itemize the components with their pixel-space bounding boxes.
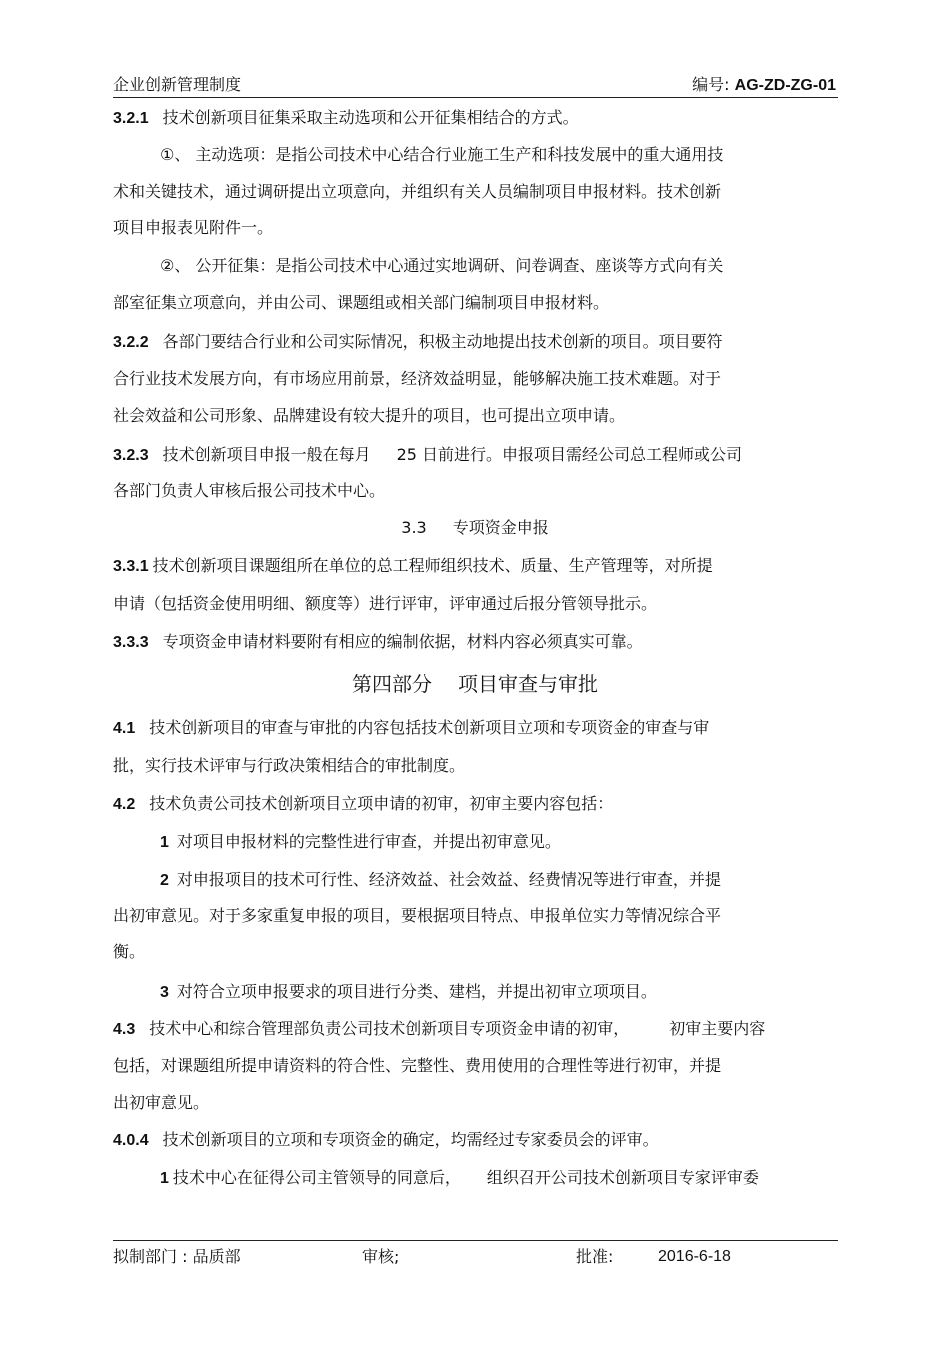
header-rule <box>113 97 838 98</box>
paragraph-line: 衡。 <box>113 942 146 961</box>
footer-approved: 批准: <box>576 1247 614 1266</box>
section-3-3-heading: 3.3 专项资金申报 <box>401 518 549 537</box>
clause-3-2-2: 3.2.2 各部门要结合行业和公司实际情况，积极主动地提出技术创新的项目。项目要符 <box>113 332 723 351</box>
paragraph-line: 社会效益和公司形象、品牌建设有较大提升的项目，也可提出立项申请。 <box>113 406 626 425</box>
clause-4-0-4: 4.0.4 技术创新项目的立项和专项资金的确定，均需经过专家委员会的评审。 <box>113 1130 659 1149</box>
clause-4-2: 4.2 技术负责公司技术创新项目立项申请的初审，初审主要内容包括： <box>113 794 614 813</box>
paragraph-line: 出初审意见。 <box>113 1093 210 1112</box>
page-header <box>113 70 838 96</box>
list-item: 2 对申报项目的技术可行性、经济效益、社会效益、经费情况等进行审查，并提 <box>160 870 721 889</box>
paragraph-line: 各部门负责人审核后报公司技术中心。 <box>113 481 386 500</box>
list-item: 1 技术中心在征得公司主管领导的同意后， 组织召开公司技术创新项目专家评审委 <box>160 1168 759 1187</box>
document-code-value: AG-ZD-ZG-01 <box>734 77 836 94</box>
paragraph-line: 术和关键技术，通过调研提出立项意向，并组织有关人员编制项目申报材料。技术创新 <box>113 182 722 201</box>
footer-rule <box>113 1240 838 1241</box>
part-4-heading: 第四部分 项目审查与审批 <box>352 672 598 696</box>
paragraph-line: 项目申报表见附件一。 <box>113 218 274 237</box>
list-item: 1 对项目申报材料的完整性进行审查，并提出初审意见。 <box>160 832 561 851</box>
footer-drafted-by: 拟制部门 : 品质部 <box>113 1247 241 1266</box>
footer-date: 2016-6-18 <box>658 1248 731 1265</box>
clause-3-3-3: 3.3.3 专项资金申请材料要附有相应的编制依据，材料内容必须真实可靠。 <box>113 632 643 651</box>
clause-3-2-1: 3.2.1 技术创新项目征集采取主动选项和公开征集相结合的方式。 <box>113 108 579 127</box>
footer-reviewed: 审核; <box>362 1247 400 1266</box>
clause-3-2-3: 3.2.3 技术创新项目申报一般在每月 25 日前进行。申报项目需经公司总工程师或公司 <box>113 445 743 464</box>
clause-4-3: 4.3 技术中心和综合管理部负责公司技术创新项目专项资金申请的初审， 初审主要内容 <box>113 1019 766 1038</box>
paragraph-line: 包括，对课题组所提申请资料的符合性、完整性、费用使用的合理性等进行初审，并提 <box>113 1056 722 1075</box>
paragraph-line: ①、 主动选项：是指公司技术中心结合行业施工生产和科技发展中的重大通用技 <box>160 145 724 164</box>
document-code: 编号: AG-ZD-ZG-01 <box>692 75 836 94</box>
paragraph-line: 部室征集立项意向，并由公司、课题组或相关部门编制项目申报材料。 <box>113 293 610 312</box>
paragraph-line: 合行业技术发展方向，有市场应用前景，经济效益明显，能够解决施工技术难题。对于 <box>113 369 722 388</box>
paragraph-line: 申请（包括资金使用明细、额度等）进行评审，评审通过后报分管领导批示。 <box>113 594 658 613</box>
document-title: 企业创新管理制度 <box>113 75 242 94</box>
list-item: 3 对符合立项申报要求的项目进行分类、建档，并提出初审立项项目。 <box>160 982 657 1001</box>
clause-4-1: 4.1 技术创新项目的审查与审批的内容包括技术创新项目立项和专项资金的审查与审 <box>113 718 710 737</box>
paragraph-line: 批，实行技术评审与行政决策相结合的审批制度。 <box>113 756 466 775</box>
paragraph-line: ②、 公开征集：是指公司技术中心通过实地调研、问卷调查、座谈等方式向有关 <box>160 256 724 275</box>
paragraph-line: 出初审意见。对于多家重复申报的项目，要根据项目特点、申报单位实力等情况综合平 <box>113 906 722 925</box>
clause-3-3-1: 3.3.1 技术创新项目课题组所在单位的总工程师组织技术、质量、生产管理等，对所提 <box>113 556 713 575</box>
